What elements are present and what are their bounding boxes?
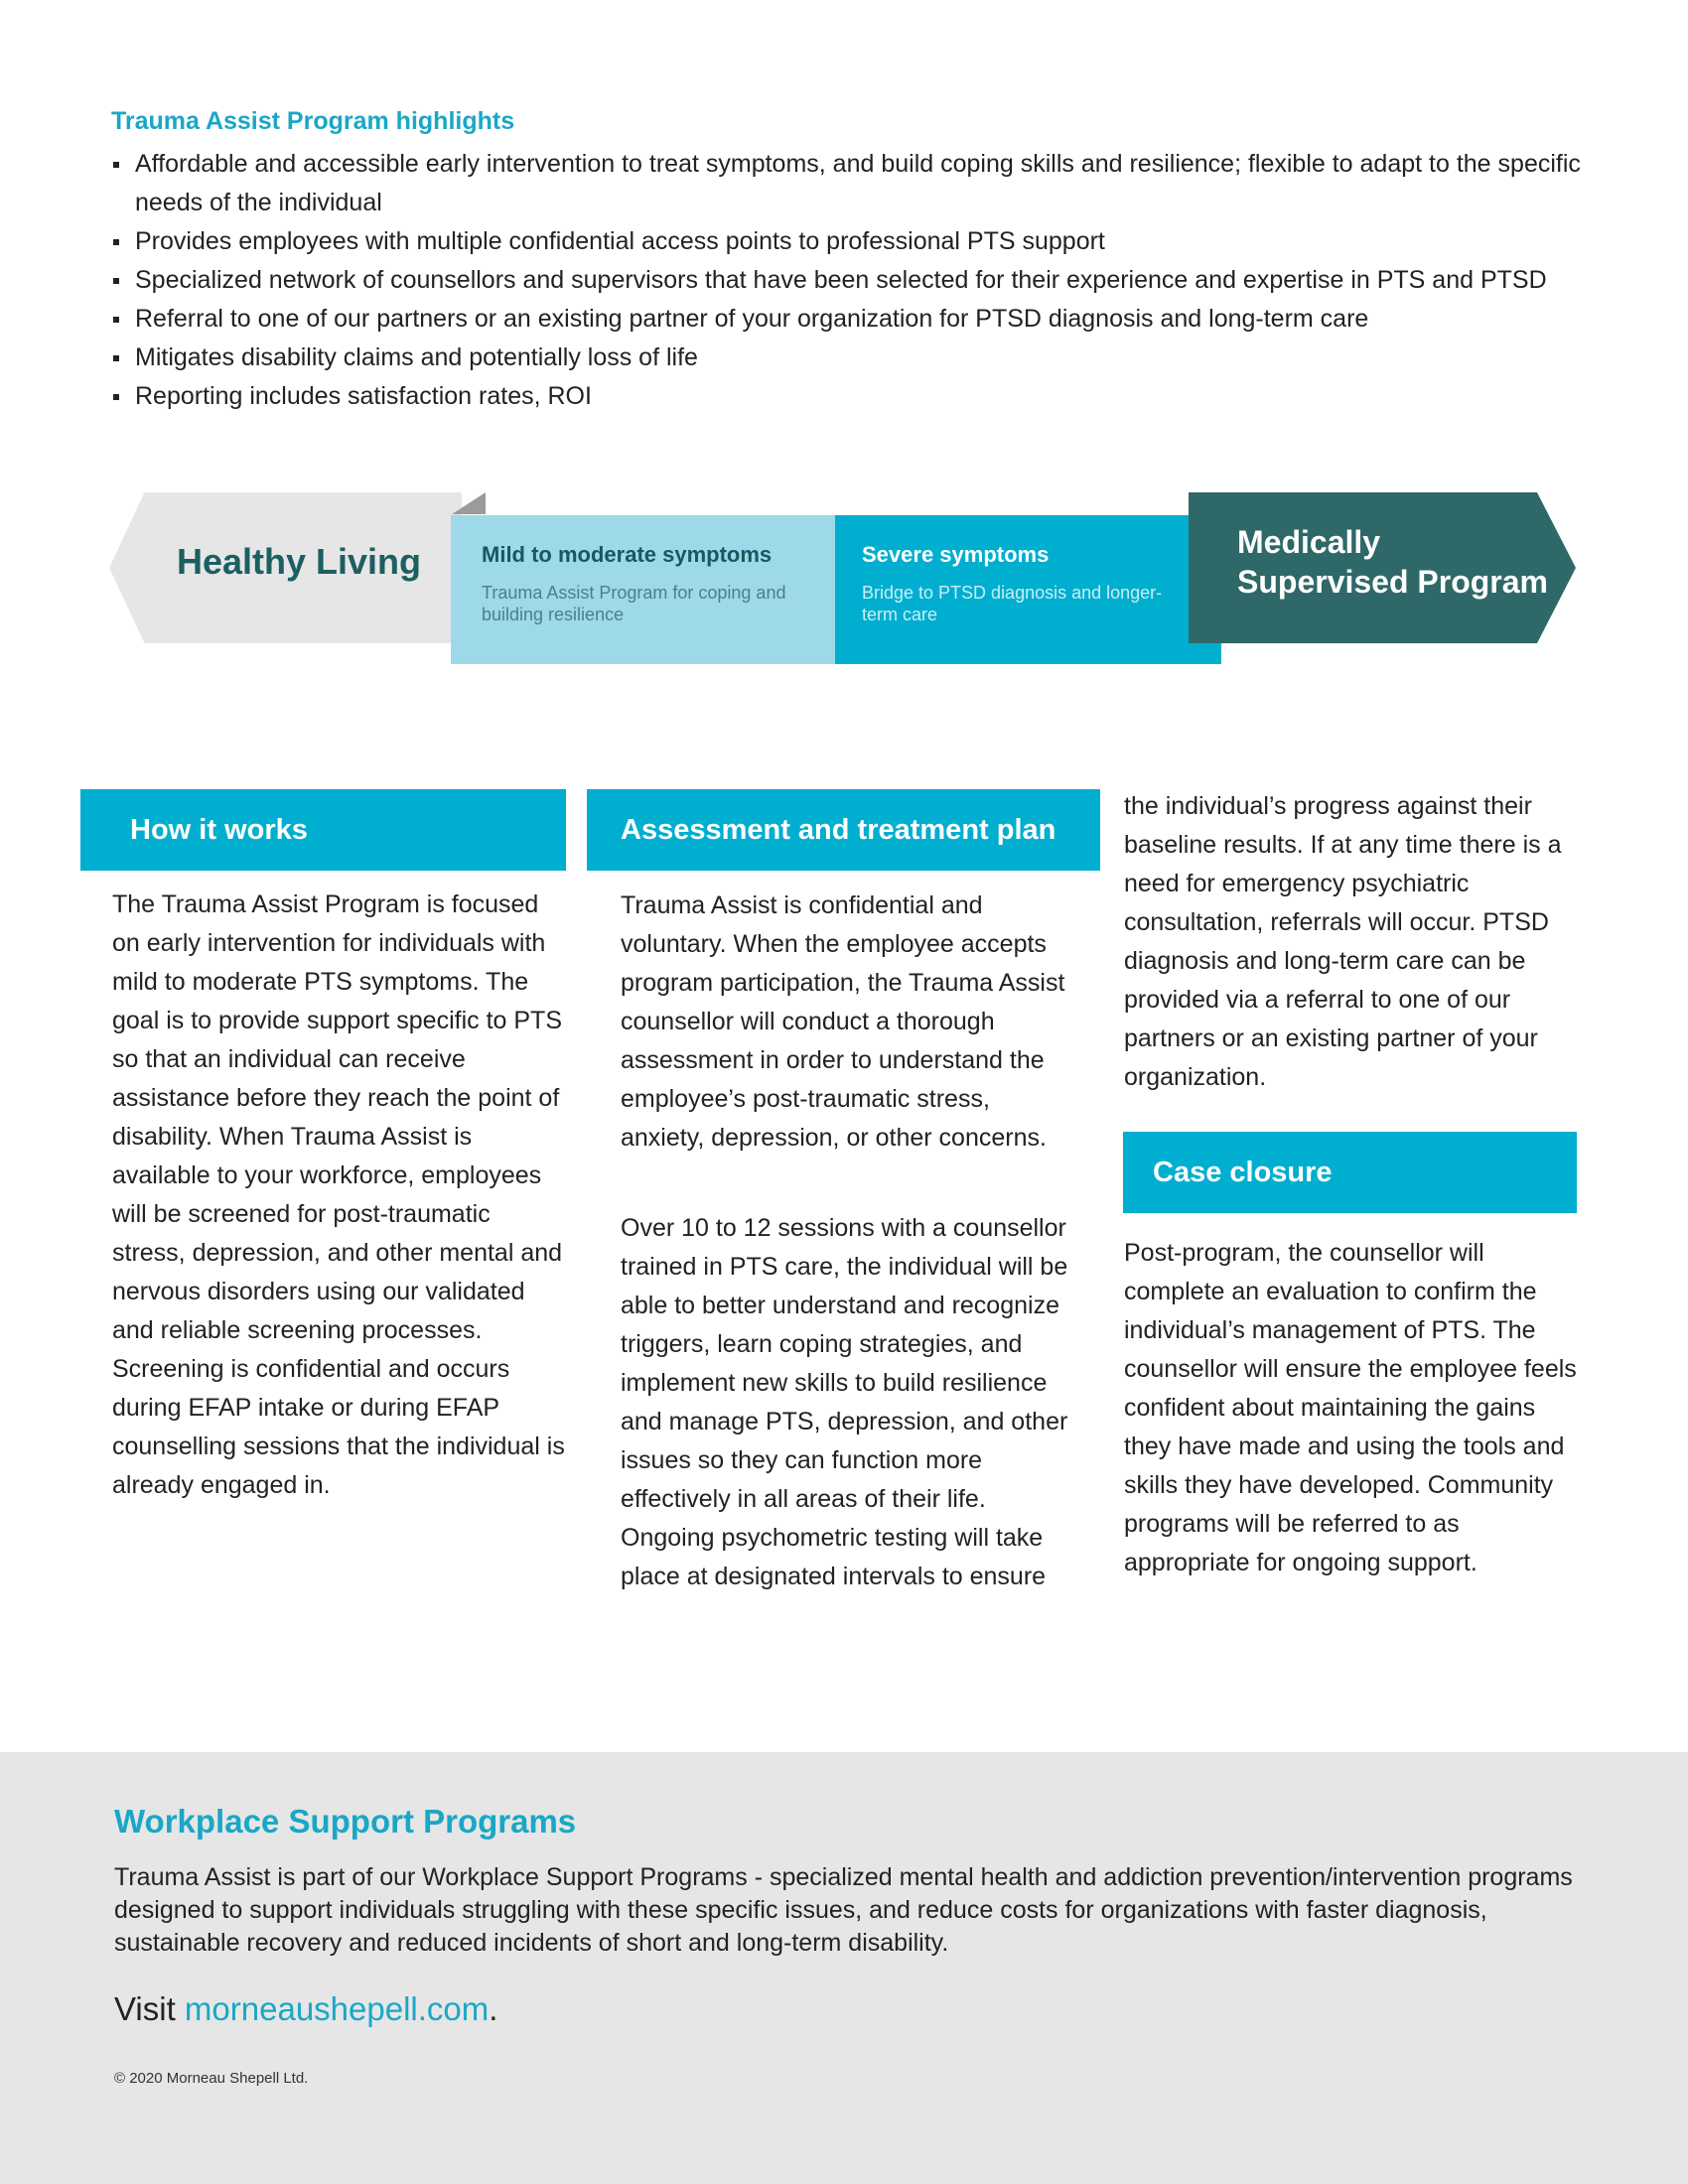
visit-prefix: Visit [114,1990,185,2027]
highlight-item: Provides employees with multiple confidential access points to professional PTS support [111,222,1581,261]
highlight-item: Reporting includes satisfaction rates, ROI [111,377,1581,416]
assessment-paragraph-2: Over 10 to 12 sessions with a counsellor trained in PTS care, the individual will be able to better understand and recognize triggers, learn coping strategies, and implement new skills to build resilience and manage PTS, depression, and other issues so they can function more effectively in all areas of their life. Ongoing psychometric testing will take place at designated intervals to ensure [621,1214,1068,1590]
copyright: © 2020 Morneau Shepell Ltd. [114,2070,309,2087]
continuum-mild-subtitle: Trauma Assist Program for coping and building resilience [482,583,786,624]
highlight-item: Mitigates disability claims and potentially loss of life [111,339,1581,377]
assessment-header: Assessment and treatment plan [587,789,1100,871]
highlight-item: Affordable and accessible early intervention to treat symptoms, and build coping skills and resilience; flexible to adapt to the specific needs of the individual [111,145,1581,222]
continuum-severe-subtitle: Bridge to PTSD diagnosis and longer-term care [862,583,1163,624]
continuum-healthy-label: Healthy Living [177,541,422,582]
website-link[interactable]: morneaushepell.com [184,1990,490,2027]
case-closure-body: Post-program, the counsellor will complete an evaluation to confirm the individual’s management of PTS. The counsellor will ensure the employee feels confident about maintaining the gains they have made and using the tools and skills they have developed. Community programs will be referred to as appropriate for ongoing support. [1124,1239,1577,1576]
visit-suffix: . [489,1990,498,2027]
continuum-mild-text [482,542,809,625]
assessment-paragraph-1: Trauma Assist is confidential and voluntary. When the employee accepts program participation, the Trauma Assist counsellor will conduct a thorough assessment in order to understand the employee’s post-traumatic stress, anxiety, depression, or other concerns. [621,891,1065,1152]
continuum-severe-text [862,542,1190,625]
assessment-continued: the individual’s progress against their baseline results. If at any time there is a need for emergency psychiatric consultation, referrals will occur. PTSD diagnosis and long-term care can be provided via a referral to one of our partners or an existing partner of your organization. [1124,792,1562,1091]
how-it-works-body: The Trauma Assist Program is focused on early intervention for individuals with mild to moderate PTS symptoms. The goal is to provide support specific to PTS so that an individual can receive assistance before they reach the point of disability. When Trauma Assist is available to your workforce, employees will be screened for post-traumatic stress, depression, and other mental and nervous disorders using our validated and reliable screening processes. Screening is confidential and occurs during EFAP intake or during EFAP counselling sessions that the individual is already engaged in. [112,890,565,1499]
continuum-severe-title: Severe symptoms [862,542,1050,567]
visit-line [114,1990,497,2028]
highlight-item: Referral to one of our partners or an existing partner of your organization for PTSD diagnosis and long-term care [111,300,1581,339]
highlights-list [111,145,1581,416]
how-it-works-header: How it works [80,789,566,871]
case-closure-header: Case closure [1123,1132,1577,1213]
workplace-programs-body: Trauma Assist is part of our Workplace Support Programs - specialized mental health and addiction prevention/intervention programs designed to support individuals struggling with these specific issues, and reduce costs for organizations with faster diagnosis, sustainable recovery and reduced incidents of short and long-term disability. [114,1863,1573,1957]
continuum-mild-title: Mild to moderate symptoms [482,542,773,567]
highlights-title: Trauma Assist Program highlights [111,107,515,135]
continuum-medical-label: Medically Supervised Program [1237,524,1548,600]
workplace-programs-title: Workplace Support Programs [114,1803,577,1840]
highlight-item: Specialized network of counsellors and supervisors that have been selected for their experience and expertise in PTS and PTSD [111,261,1581,300]
